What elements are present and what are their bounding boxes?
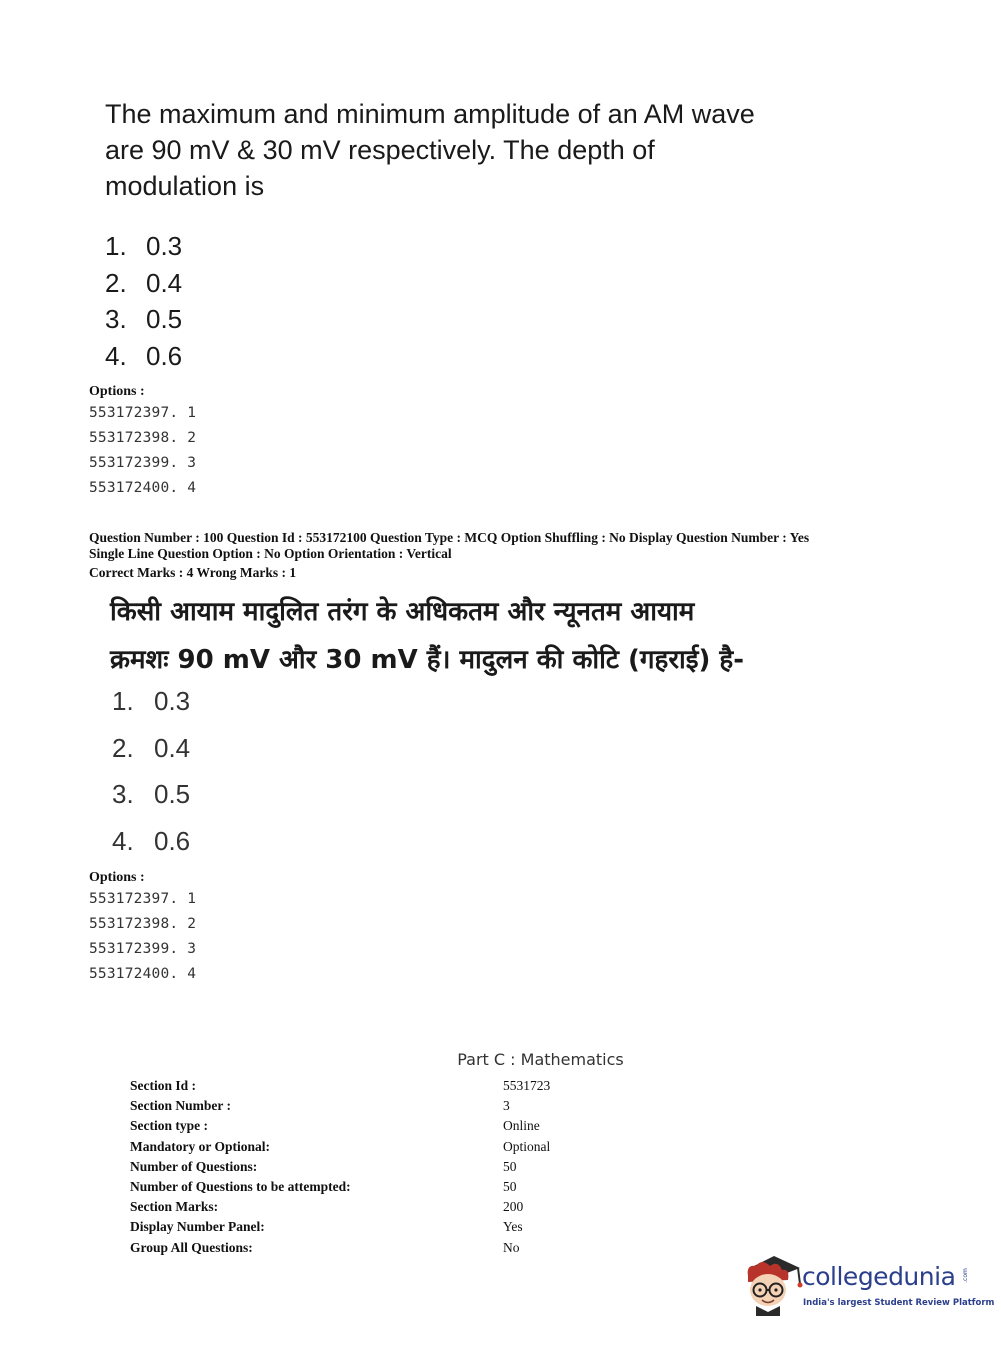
question-text-hindi <box>110 588 830 684</box>
choice-item: 1. 0.3 <box>105 231 183 261</box>
question-line: are 90 mV & 30 mV respectively. The depth of <box>105 135 655 165</box>
metadata-line: Question Number : 100 Question Id : 553172100 Question Type : MCQ Option Shuffling : No Display Question Number : Yes <box>89 530 810 545</box>
question-line: The maximum and minimum amplitude of an AM wave <box>105 99 755 129</box>
metadata-line: Single Line Question Option : No Option Orientation : Vertical <box>89 545 452 561</box>
section-title: Part C : Mathematics <box>457 1050 624 1069</box>
choice-item: 3. 0.5 <box>112 779 191 809</box>
section-info-table <box>130 1076 550 1258</box>
section-info-row: Number of Questions to be attempted: 50 <box>130 1178 517 1194</box>
choice-item: 2. 0.4 <box>105 267 183 298</box>
option-id-row: 553172400. 4 <box>89 480 197 496</box>
marks-line: Correct Marks : 4 Wrong Marks : 1 <box>89 565 297 580</box>
section-info-row: Section Marks: 200 <box>130 1199 524 1215</box>
section-info-row: Group All Questions: No <box>130 1239 520 1255</box>
options-label: Options : <box>89 870 145 885</box>
question-line: किसी आयाम मादुलित तरंग के अधिकतम और न्यूनतम आयाम <box>110 597 695 627</box>
choice-item: 3. 0.5 <box>105 304 183 334</box>
options-label: Options : <box>89 384 145 399</box>
option-id-row: 553172398. 2 <box>89 916 197 932</box>
logo-wordmark: collegedunia <box>802 1262 956 1291</box>
choice-item: 4. 0.6 <box>112 825 191 856</box>
options-list <box>89 887 196 987</box>
option-id-row: 553172398. 2 <box>89 430 197 446</box>
question-line: modulation is <box>105 171 265 201</box>
options-list <box>89 401 196 501</box>
section-info-row: Section Number : 3 <box>130 1098 510 1114</box>
section-info-row: Section type : Online <box>130 1118 540 1134</box>
logo-com: .com <box>961 1268 969 1283</box>
section-info-row: Mandatory or Optional: Optional <box>130 1138 551 1154</box>
choices-hindi <box>112 681 190 867</box>
option-id-row: 553172399. 3 <box>89 941 197 957</box>
question-metadata <box>89 530 909 581</box>
mascot-icon <box>742 1250 804 1316</box>
option-id-row: 553172397. 1 <box>89 891 197 907</box>
section-info-row: Display Number Panel: Yes <box>130 1219 523 1235</box>
choice-item: 1. 0.3 <box>112 686 191 716</box>
question-line: क्रमशः 90 mV और 30 mV हैं। मादुलन की कोटि (गहराई) है- <box>110 645 745 675</box>
section-info-row: Section Id : 5531723 <box>130 1078 551 1093</box>
choice-item: 4. 0.6 <box>105 340 183 371</box>
section-info-row: Number of Questions: 50 <box>130 1158 517 1174</box>
logo-tagline: India's largest Student Review Platform <box>803 1298 995 1308</box>
option-id-row: 553172397. 1 <box>89 405 197 421</box>
question-text-english <box>105 96 805 204</box>
choice-item: 2. 0.4 <box>112 732 191 763</box>
option-id-row: 553172399. 3 <box>89 455 197 471</box>
choices-english <box>105 228 182 374</box>
collegedunia-logo <box>742 1248 995 1318</box>
option-id-row: 553172400. 4 <box>89 966 197 982</box>
